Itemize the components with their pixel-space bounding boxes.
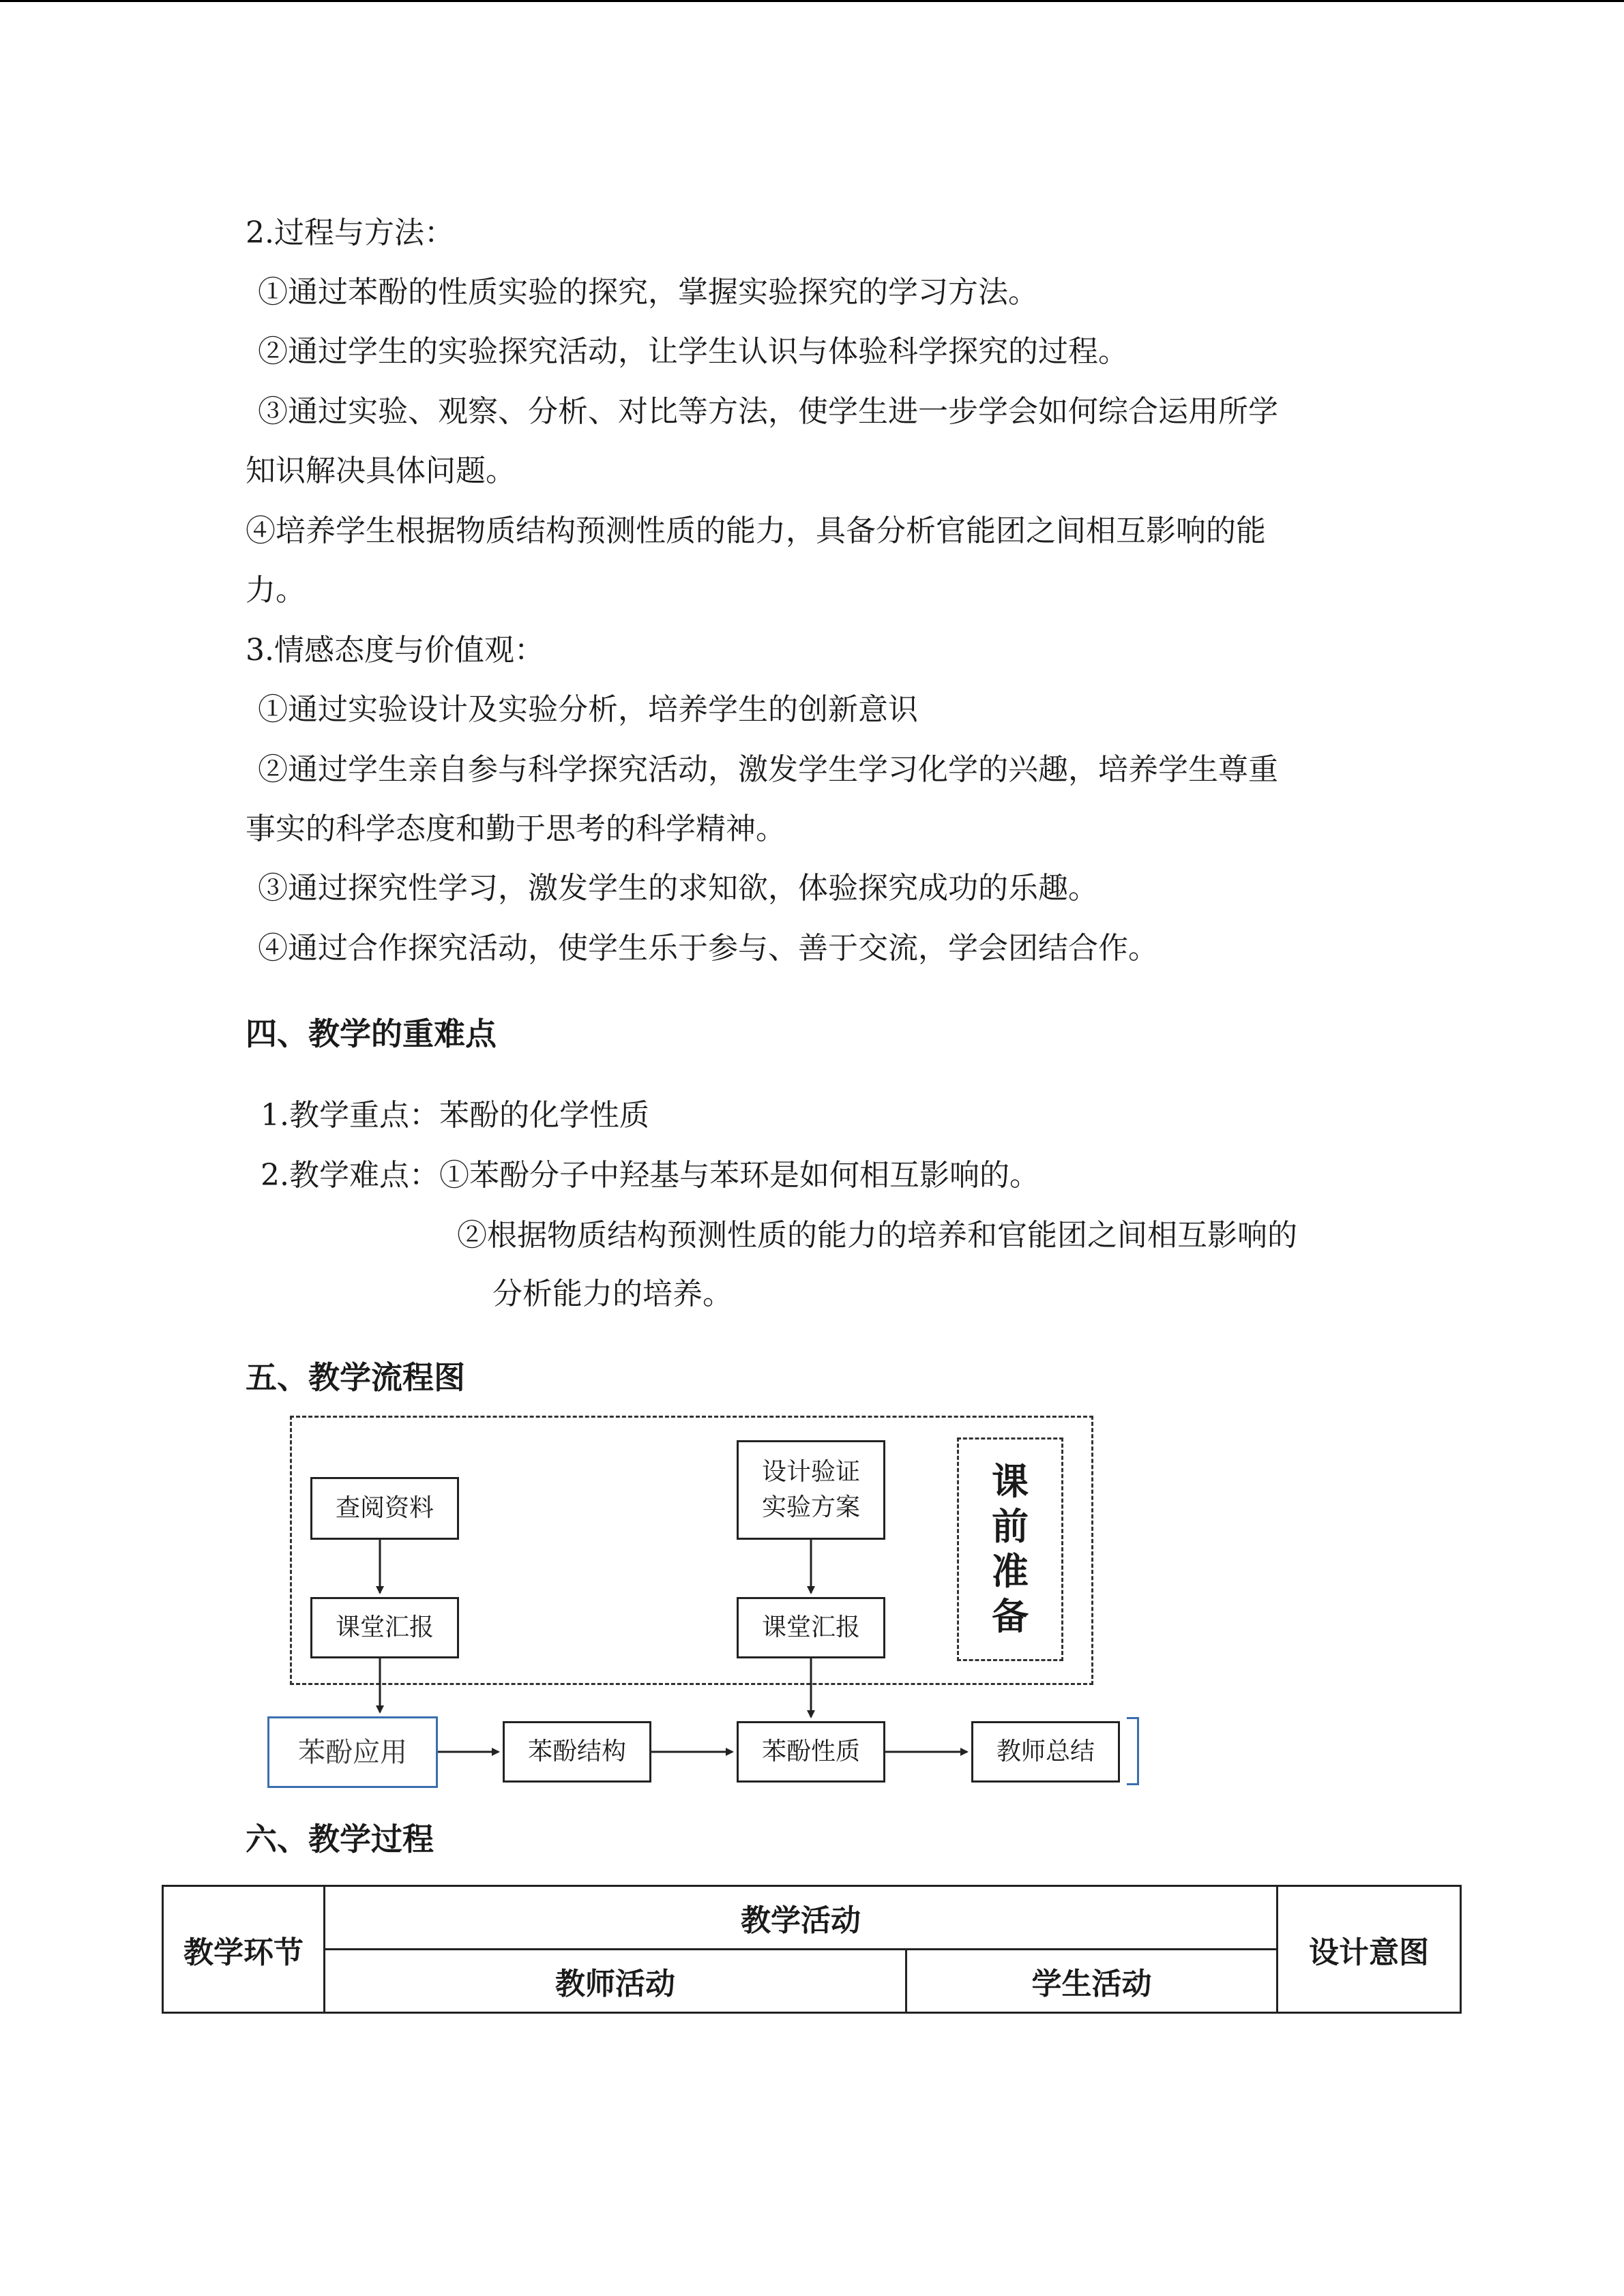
section2-item-2: ②通过学生的实验探究活动，让学生认识与体验科学探究的过程。 xyxy=(258,334,1128,369)
prep-char-1: 课 xyxy=(992,1460,1029,1503)
flow-box-summary: 教师总结 xyxy=(971,1721,1120,1783)
section3-item-4: ④通过合作探究活动，使学生乐于参与、善于交流，学会团结合作。 xyxy=(258,931,1158,966)
section3-item-3: ③通过探究性学习，激发学生的求知欲，体验探究成功的乐趣。 xyxy=(258,871,1098,906)
keypoint-difficulty-2-cont: 分析能力的培养。 xyxy=(492,1277,733,1311)
flow-box-design-line1: 设计验证 xyxy=(761,1458,860,1486)
heading-teaching-process: 六、教学过程 xyxy=(246,1821,434,1858)
teaching-process-table xyxy=(162,1885,1462,2014)
flow-box-application: 苯酚应用 xyxy=(267,1716,438,1788)
section3-title: 3.情感态度与价值观： xyxy=(246,633,544,668)
section2-item-1: ①通过苯酚的性质实验的探究，掌握实验探究的学习方法。 xyxy=(258,275,1038,310)
th-design-intent: 设计意图 xyxy=(1278,1886,1461,2013)
keypoint-focus: 1.教学重点：苯酚的化学性质 xyxy=(261,1098,649,1133)
flow-box-lookup: 查阅资料 xyxy=(310,1477,459,1540)
th-teaching-activity: 教学活动 xyxy=(325,1886,1278,1950)
th-student-activity: 学生活动 xyxy=(906,1950,1278,2013)
keypoint-difficulty-1: 2.教学难点：①苯酚分子中羟基与苯环是如何相互影响的。 xyxy=(261,1158,1039,1193)
section2-item-4: ④培养学生根据物质结构预测性质的能力，具备分析官能团之间相互影响的能 xyxy=(246,513,1266,548)
prep-char-3: 准 xyxy=(992,1550,1029,1593)
section2-item-4-cont: 力。 xyxy=(246,573,306,608)
th-teacher-activity: 教师活动 xyxy=(325,1950,906,2013)
flow-box-property: 苯酚性质 xyxy=(737,1721,885,1783)
flow-box-report-left: 课堂汇报 xyxy=(310,1597,459,1658)
section2-title: 2.过程与方法： xyxy=(246,215,454,250)
prep-char-2: 前 xyxy=(992,1505,1029,1548)
section2-item-3: ③通过实验、观察、分析、对比等方法，使学生进一步学会如何综合运用所学 xyxy=(258,394,1278,429)
th-teaching-stage: 教学环节 xyxy=(163,1886,325,2013)
prep-char-4: 备 xyxy=(992,1595,1029,1638)
heading-flowchart: 五、教学流程图 xyxy=(246,1359,465,1396)
flow-box-report-right: 课堂汇报 xyxy=(737,1597,885,1658)
flow-box-structure: 苯酚结构 xyxy=(503,1721,651,1783)
flow-box-design-line2: 实验方案 xyxy=(761,1493,860,1521)
section2-item-3-cont: 知识解决具体问题。 xyxy=(246,453,516,488)
section3-item-2-cont: 事实的科学态度和勤于思考的科学精神。 xyxy=(246,811,786,846)
heading-key-difficult-points: 四、教学的重难点 xyxy=(246,1015,497,1052)
keypoint-difficulty-2: ②根据物质结构预测性质的能力的培养和官能团之间相互影响的 xyxy=(457,1218,1297,1253)
section3-item-2: ②通过学生亲自参与科学探究活动，激发学生学习化学的兴趣，培养学生尊重 xyxy=(258,752,1278,787)
section3-item-1: ①通过实验设计及实验分析，培养学生的创新意识 xyxy=(258,692,918,727)
